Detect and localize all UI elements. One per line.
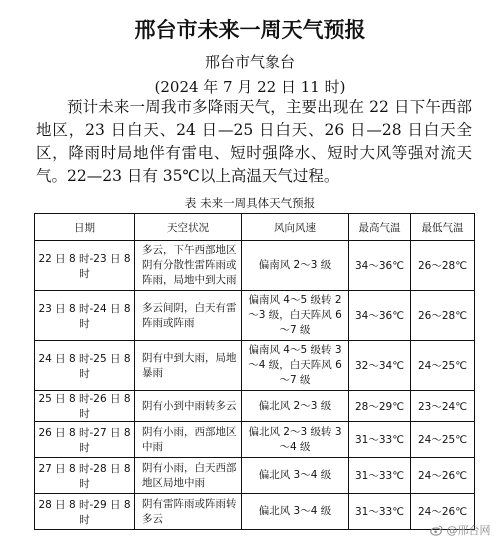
wind-cell: 偏南风 2～3 级 bbox=[242, 241, 349, 291]
high-temp-cell: 28～29℃ bbox=[349, 391, 411, 422]
high-temp-cell: 34～36℃ bbox=[349, 291, 411, 341]
low-temp-cell: 24～26℃ bbox=[411, 458, 475, 494]
watermark-text: @邢台网 bbox=[446, 524, 491, 537]
date-cell: 25 日 8 时-26 日 8 时 bbox=[35, 391, 135, 422]
col-header-low: 最低气温 bbox=[411, 214, 475, 241]
sky-cell: 多云间阴，白天有雷阵雨或阵雨 bbox=[135, 291, 242, 341]
col-header-date: 日期 bbox=[35, 214, 135, 241]
issue-time: (2024 年 7 月 22 日 11 时) bbox=[154, 78, 346, 96]
table-row bbox=[35, 241, 475, 291]
wind-cell: 偏南风 4～5 级转 3～4 级，白天阵风 6～7 级 bbox=[242, 341, 349, 391]
date-cell: 23 日 8 时-24 日 8 时 bbox=[35, 291, 135, 341]
sky-cell: 阴有雷阵雨或阵雨转多云 bbox=[135, 494, 242, 530]
wind-cell: 偏北风 3～4 级 bbox=[242, 458, 349, 494]
low-temp-cell: 24～25℃ bbox=[411, 422, 475, 458]
table-row bbox=[35, 458, 475, 494]
watermark bbox=[430, 522, 491, 539]
issuer: 邢台市气象台 bbox=[204, 53, 295, 71]
sky-cell: 阴有小雨，西部地区中雨 bbox=[135, 422, 242, 458]
wind-cell: 偏北风 2～3 级转 3～4 级 bbox=[242, 422, 349, 458]
high-temp-cell: 31～33℃ bbox=[349, 422, 411, 458]
high-temp-cell: 31～33℃ bbox=[349, 494, 411, 530]
wind-cell: 偏北风 2～3 级 bbox=[242, 391, 349, 422]
high-temp-cell: 34～36℃ bbox=[349, 241, 411, 291]
wind-cell: 偏北风 3～4 级 bbox=[242, 494, 349, 530]
high-temp-cell: 32～34℃ bbox=[349, 341, 411, 391]
high-temp-cell: 31～33℃ bbox=[349, 458, 411, 494]
table-row bbox=[35, 341, 475, 391]
sky-cell: 多云，下午西部地区阴有分散性雷阵雨或阵雨，局地中到大雨 bbox=[135, 241, 242, 291]
sky-cell: 阴有小雨，白天西部地区局地中雨 bbox=[135, 458, 242, 494]
low-temp-cell: 26～28℃ bbox=[411, 291, 475, 341]
sky-cell: 阴有小到中雨转多云 bbox=[135, 391, 242, 422]
date-cell: 26 日 8 时-27 日 8 时 bbox=[35, 422, 135, 458]
table-header-row bbox=[35, 214, 475, 241]
col-header-wind: 风向风速 bbox=[242, 214, 349, 241]
low-temp-cell: 23～24℃ bbox=[411, 391, 475, 422]
table-row bbox=[35, 391, 475, 422]
sky-cell: 阴有中到大雨，局地暴雨 bbox=[135, 341, 242, 391]
date-cell: 22 日 8 时-23 日 8 时 bbox=[35, 241, 135, 291]
date-cell: 24 日 8 时-25 日 8 时 bbox=[35, 341, 135, 391]
weibo-icon bbox=[430, 525, 443, 539]
table-row bbox=[35, 291, 475, 341]
table-row bbox=[35, 494, 475, 530]
date-cell: 28 日 8 时-29 日 8 时 bbox=[35, 494, 135, 530]
col-header-high: 最高气温 bbox=[349, 214, 411, 241]
summary-paragraph: 预计未来一周我市多降雨天气，主要出现在 22 日下午西部地区，23 日白天、24 日—25 日白天、26 日—28 日白天全区，降雨时局地伴有雷电、短时强降水、短时大风等强对流天气。22—23 日有 35℃以上高温天气过程。 bbox=[36, 98, 472, 185]
table-row bbox=[35, 422, 475, 458]
low-temp-cell: 24～25℃ bbox=[411, 341, 475, 391]
low-temp-cell: 26～28℃ bbox=[411, 241, 475, 291]
low-temp-cell: 24～26℃ bbox=[411, 494, 475, 530]
col-header-sky: 天空状况 bbox=[135, 214, 242, 241]
page-title: 邢台市未来一周天气预报 bbox=[134, 18, 366, 42]
date-cell: 27 日 8 时-28 日 8 时 bbox=[35, 458, 135, 494]
table-caption: 表 未来一周具体天气预报 bbox=[184, 196, 316, 210]
forecast-table bbox=[34, 213, 475, 530]
wind-cell: 偏南风 4～5 级转 2～3 级，白天阵风 6～7 级 bbox=[242, 291, 349, 341]
